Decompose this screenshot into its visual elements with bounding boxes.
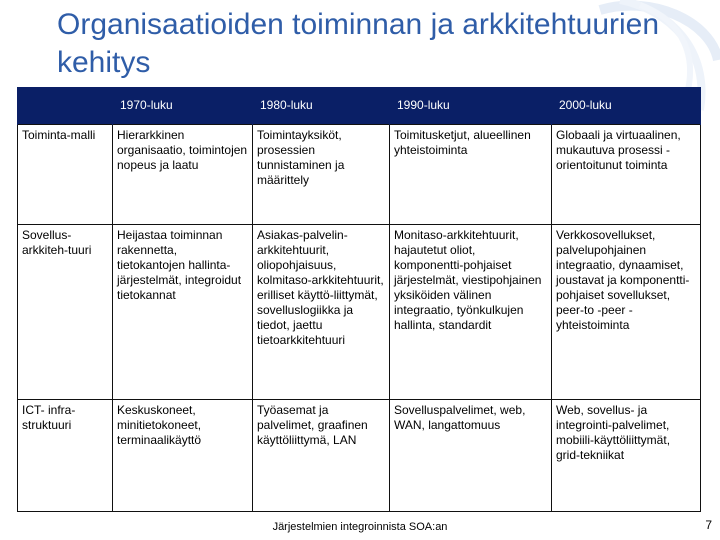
table-cell: Globaali ja virtuaalinen, mukautuva prosessi -orientoitunut toiminta bbox=[552, 125, 701, 225]
evolution-table bbox=[17, 87, 701, 512]
row-header-ict-infrastruktuuri: ICT- infra-struktuuri bbox=[18, 400, 113, 512]
row-header-sovellusarkkitehtuuri: Sovellus-arkkiteh-tuuri bbox=[18, 225, 113, 400]
table-cell: Verkkosovellukset, palvelupohjainen integraatio, dynaamiset, joustavat ja komponentti-pohjaiset sovellukset, peer-to -peer -yhteistoiminta bbox=[552, 225, 701, 400]
table-header-row bbox=[18, 87, 701, 125]
table-cell: Toimitusketjut, alueellinen yhteistoiminta bbox=[390, 125, 552, 225]
slide-footer: Järjestelmien integroinnista SOA:an bbox=[272, 521, 448, 533]
table-cell: Toimintayksiköt, prosessien tunnistaminen ja määrittely bbox=[253, 125, 390, 225]
table-row bbox=[18, 400, 701, 512]
column-header-1990: 1990-luku bbox=[390, 87, 552, 125]
table-cell: Sovelluspalvelimet, web, WAN, langattomuus bbox=[390, 400, 552, 512]
table-cell: Asiakas-palvelin-arkkitehtuurit, oliopohjaisuus, kolmitaso-arkkitehtuurit, erilliset käyttö-liittymät, sovelluslogiikka ja tiedot, jaettu tietoarkkitehtuuri bbox=[253, 225, 390, 400]
column-header-1980: 1980-luku bbox=[253, 87, 390, 125]
column-header-2000: 2000-luku bbox=[552, 87, 701, 125]
column-header-1970: 1970-luku bbox=[113, 87, 253, 125]
table-cell: Keskuskoneet, minitietokoneet, terminaalikäyttö bbox=[113, 400, 253, 512]
slide-title: Organisaatioiden toiminnan ja arkkitehtuurien kehitys bbox=[57, 8, 660, 79]
column-header-empty bbox=[18, 87, 113, 125]
table-cell: Monitaso-arkkitehtuurit, hajautetut oliot, komponentti-pohjaiset järjestelmät, viestipohjainen yksiköiden välinen integraatio, työnkulkujen hallinta, standardit bbox=[390, 225, 552, 400]
table-cell: Web, sovellus- ja integrointi-palvelimet, mobiili-käyttöliittymät, grid-tekniikat bbox=[552, 400, 701, 512]
row-header-toimintamalli: Toiminta-malli bbox=[18, 125, 113, 225]
table-cell: Työasemat ja palvelimet, graafinen käyttöliittymä, LAN bbox=[253, 400, 390, 512]
table-row bbox=[18, 125, 701, 225]
table-cell: Heijastaa toiminnan rakennetta, tietokantojen hallinta-järjestelmät, integroidut tietokannat bbox=[113, 225, 253, 400]
page-number: 7 bbox=[705, 518, 712, 532]
table-row bbox=[18, 225, 701, 400]
table-cell: Hierarkkinen organisaatio, toimintojen nopeus ja laatu bbox=[113, 125, 253, 225]
